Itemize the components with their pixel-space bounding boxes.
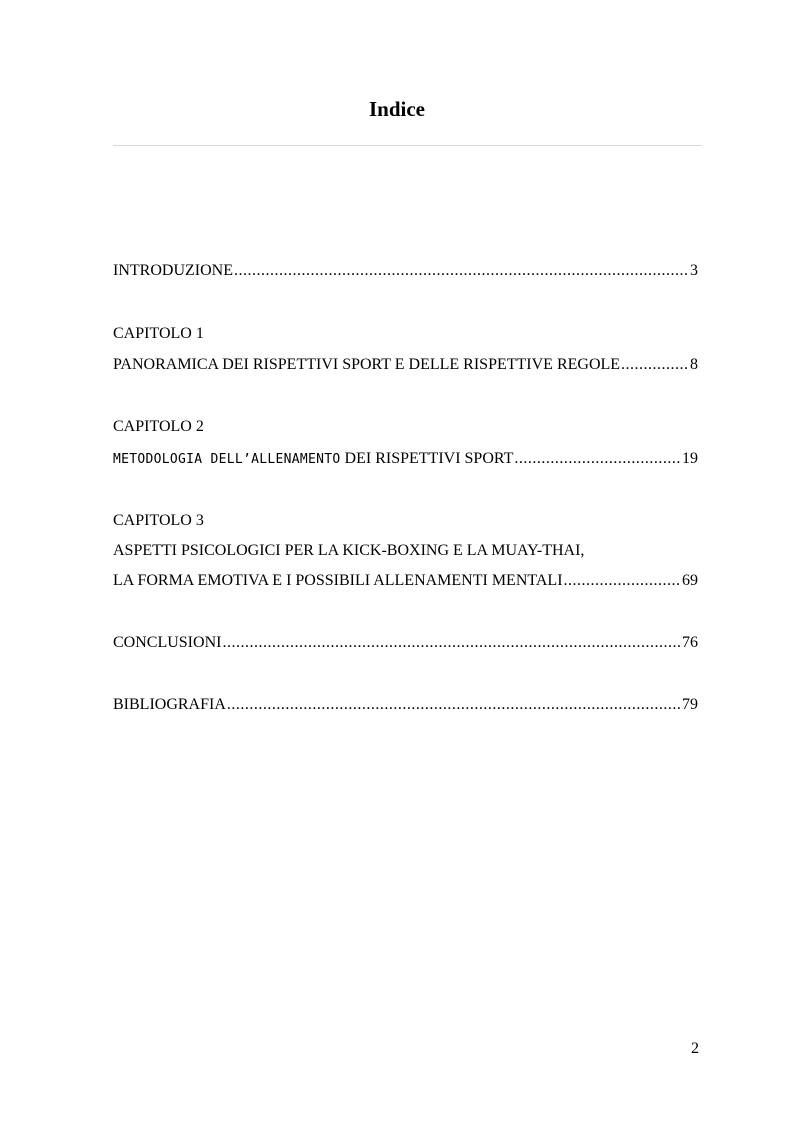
toc-entry-label-part1: METODOLOGIA DELL’ALLENAMENTO (113, 452, 341, 467)
toc-leader-dots (227, 694, 680, 716)
chapter-3-title-line-1: ASPETTI PSICOLOGICI PER LA KICK-BOXING E LA MUAY-THAI, (113, 542, 585, 559)
toc-leader-dots (514, 448, 680, 470)
page-number: 2 (691, 1040, 699, 1057)
toc-entry-page: 76 (682, 634, 698, 651)
toc-entry-label: PANORAMICA DEI RISPETTIVI SPORT E DELLE RISPETTIVE REGOLE (113, 356, 621, 373)
toc-entry-page: 79 (682, 696, 698, 713)
page-title: Indice (368, 97, 425, 121)
toc-entry-capitolo-2[interactable] (113, 448, 698, 470)
toc-entry-capitolo-3[interactable] (113, 570, 698, 592)
chapter-2-heading: CAPITOLO 2 (113, 418, 204, 435)
toc-leader-dots (621, 354, 688, 376)
toc-leader-dots (234, 260, 688, 282)
toc-entry-bibliografia[interactable] (113, 694, 698, 716)
toc-leader-dots (222, 632, 680, 654)
toc-leader-dots (564, 570, 680, 592)
toc-entry-page: 19 (682, 450, 698, 467)
toc-entry-page: 8 (690, 356, 698, 373)
toc-entry-label (113, 448, 513, 471)
toc-entry-label: LA FORMA EMOTIVA E I POSSIBILI ALLENAMENTI MENTALI (113, 572, 563, 589)
toc-entry-page: 69 (682, 572, 698, 589)
chapter-3-heading: CAPITOLO 3 (113, 512, 204, 529)
toc-entry-label-part2: DEI RISPETTIVI SPORT (340, 450, 514, 467)
toc-entry-introduzione[interactable] (113, 260, 698, 282)
toc-entry-label: CONCLUSIONI (113, 634, 222, 651)
toc-entry-conclusioni[interactable] (113, 632, 698, 654)
chapter-1-heading: CAPITOLO 1 (113, 325, 204, 342)
toc-entry-capitolo-1[interactable] (113, 354, 698, 376)
toc-entry-label: BIBLIOGRAFIA (113, 696, 226, 713)
toc-entry-label: INTRODUZIONE (113, 262, 233, 279)
toc-entry-page: 3 (690, 262, 698, 279)
title-divider (113, 145, 702, 146)
